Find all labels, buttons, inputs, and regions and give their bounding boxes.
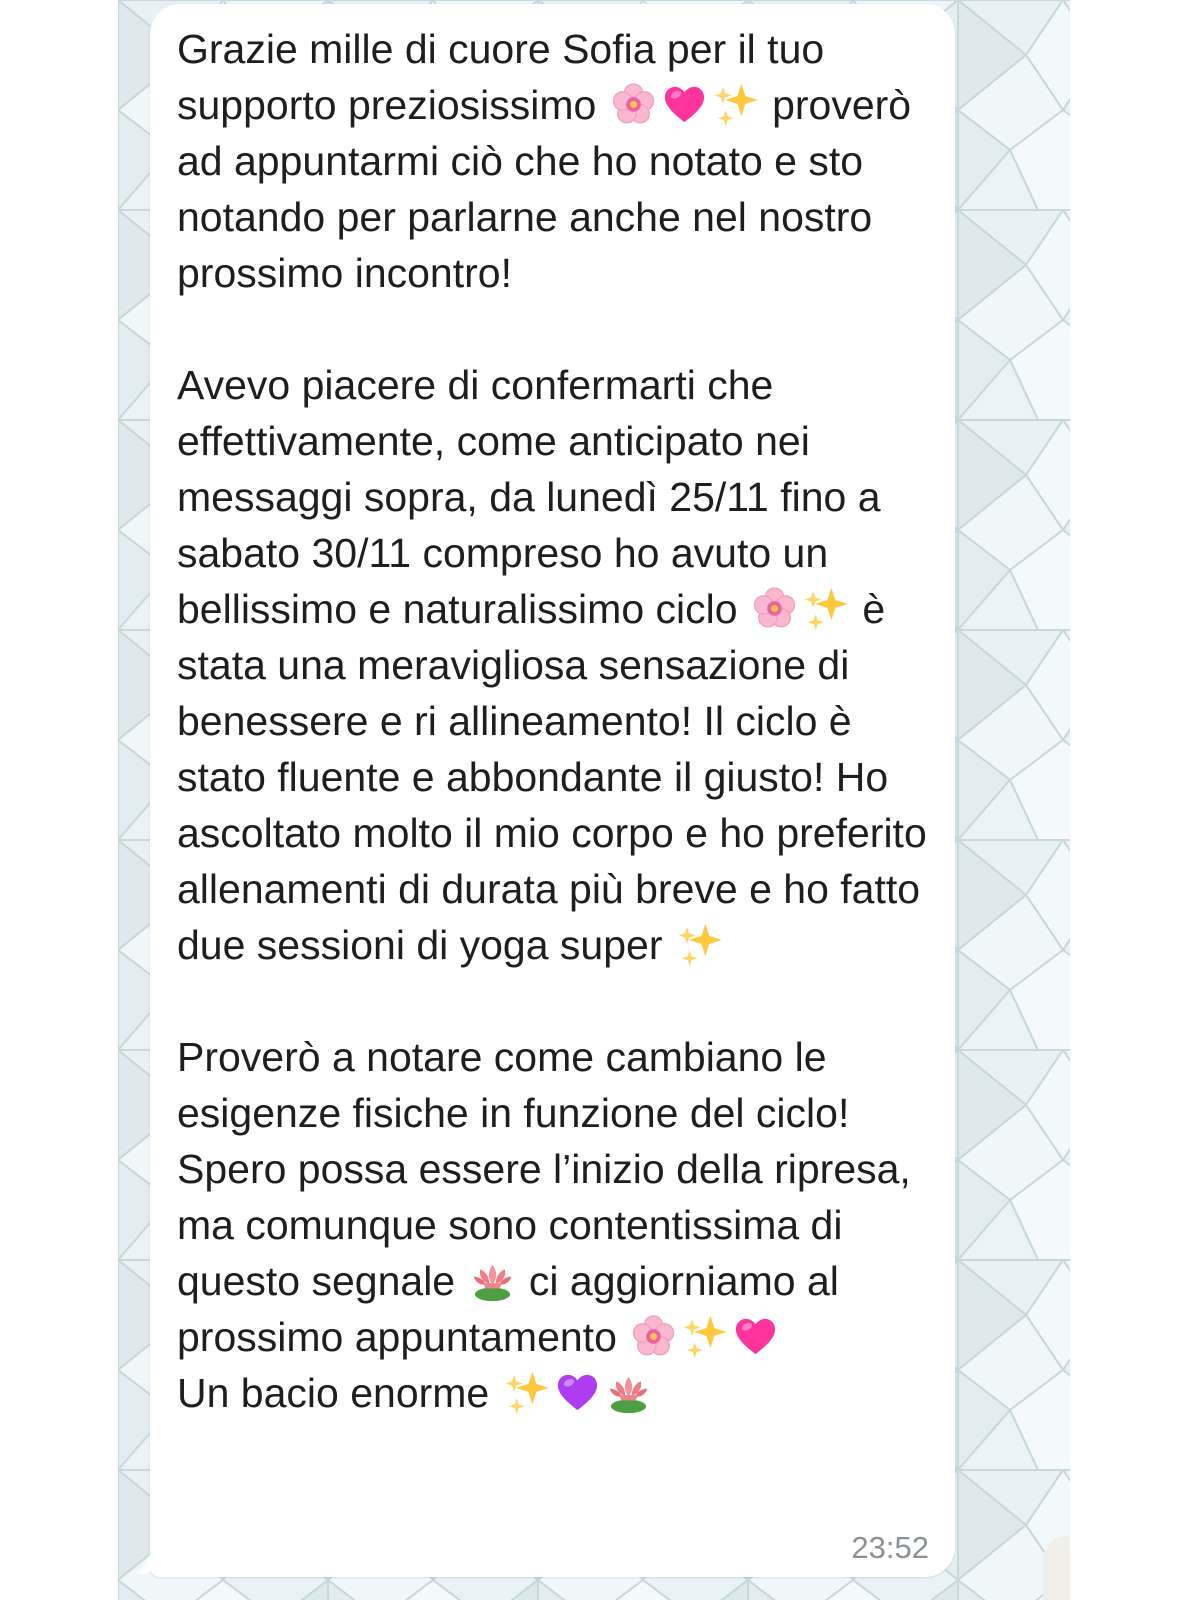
incoming-message-bubble[interactable] bbox=[150, 4, 955, 1577]
sparkles-emoji bbox=[712, 81, 759, 128]
lotus-emoji bbox=[605, 1369, 652, 1416]
message-paragraph: Avevo piacere di confermarti che effettivamente, come anticipato nei messaggi sopra, da lunedì 25/11 fino a sabato 30/11 compreso ho avuto un bellissimo e naturalissimo ciclo è stata una meravigliosa sensazione di benessere e ri allineamento! Il ciclo è stato fluente e abbondante il giusto! Ho ascoltato molto il mio corpo e ho preferito allenamenti di durata più breve e ho fatto due sessioni di yoga super bbox=[177, 362, 927, 968]
bubble-tail bbox=[135, 1545, 151, 1575]
message-timestamp: 23:52 bbox=[851, 1530, 929, 1565]
message-text bbox=[150, 4, 955, 1577]
pink-heart-emoji bbox=[661, 81, 708, 128]
message-paragraph: Proverò a notare come cambiano le esigenze fisiche in funzione del ciclo! Spero possa essere l’inizio della ripresa, ma comunque sono contentissima di questo segnale ci aggiorniamo al prossimo appuntamento bbox=[177, 1034, 911, 1360]
message-paragraph: Grazie mille di cuore Sofia per il tuo supporto preziosissimo proverò ad appuntarmi ciò che ho notato e sto notando per parlarne anche nel nostro prossimo incontro! bbox=[177, 26, 912, 296]
sparkles-emoji bbox=[681, 1313, 728, 1360]
sparkles-emoji bbox=[802, 585, 849, 632]
cherry-blossom-emoji bbox=[610, 81, 657, 128]
purple-heart-emoji bbox=[554, 1369, 601, 1416]
partial-bubble-corner bbox=[1043, 1536, 1070, 1600]
cherry-blossom-emoji bbox=[751, 585, 798, 632]
sparkles-emoji bbox=[676, 921, 723, 968]
cherry-blossom-emoji bbox=[630, 1313, 677, 1360]
left-margin bbox=[0, 0, 118, 1600]
sparkles-emoji bbox=[503, 1369, 550, 1416]
right-margin bbox=[1070, 0, 1200, 1600]
lotus-emoji bbox=[469, 1257, 516, 1304]
message-paragraph: Un bacio enorme bbox=[177, 1365, 929, 1421]
pink-heart-emoji bbox=[732, 1313, 779, 1360]
chat-background bbox=[118, 0, 1070, 1600]
